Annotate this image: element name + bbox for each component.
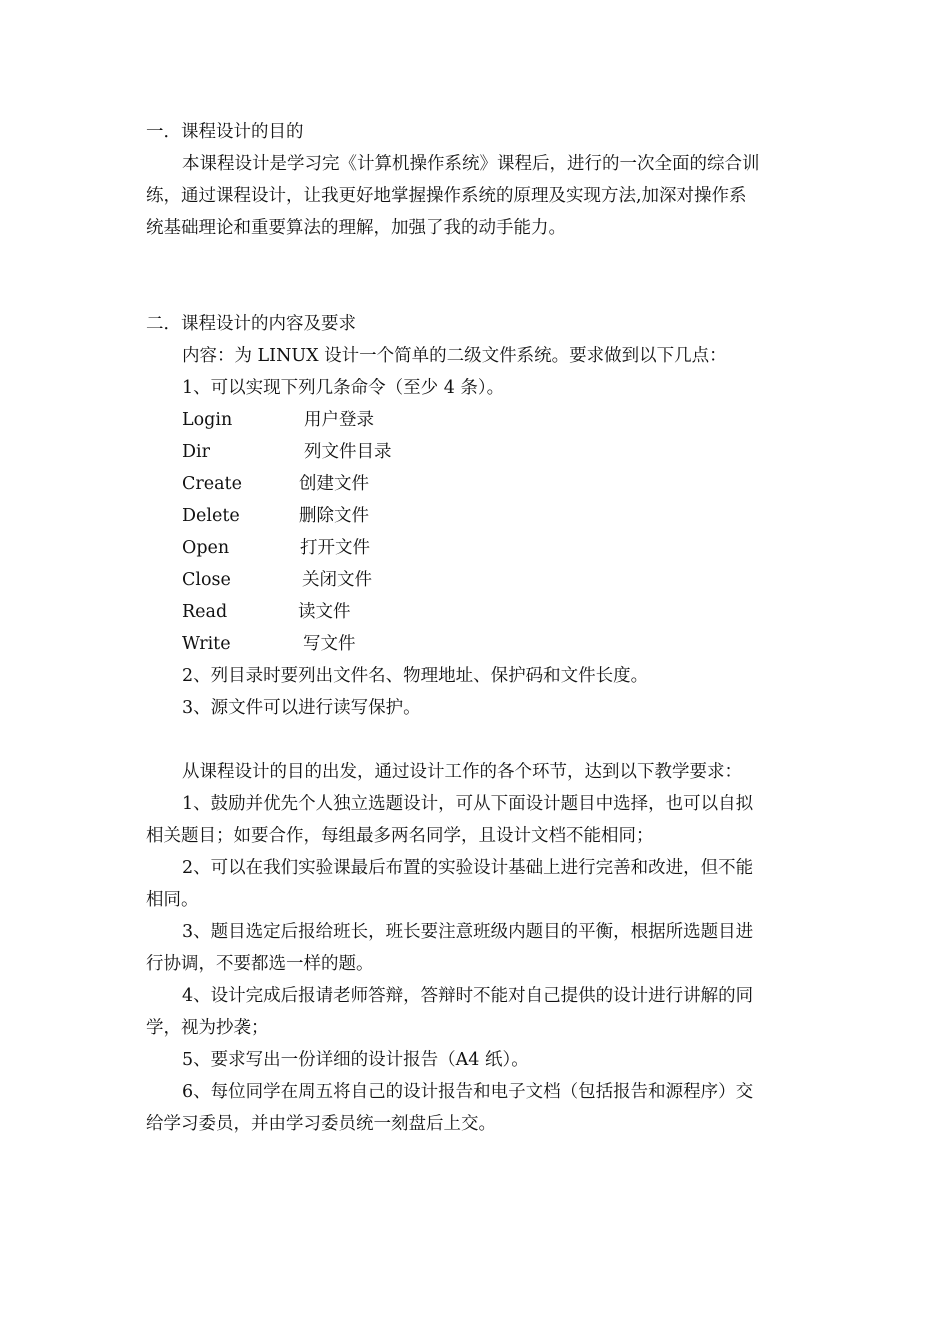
requirement-3: 3、源文件可以进行读写保护。	[182, 698, 421, 718]
command-name: Delete	[182, 506, 240, 526]
teaching-item-line: 相同。	[146, 890, 199, 910]
teaching-item-line: 学，视为抄袭；	[146, 1018, 269, 1038]
command-name: Write	[182, 634, 231, 654]
command-name: Read	[182, 602, 228, 622]
command-desc: 读文件	[298, 602, 351, 622]
command-desc: 写文件	[303, 634, 356, 654]
section2-heading: 二．课程设计的内容及要求	[146, 314, 356, 334]
command-desc: 创建文件	[299, 474, 369, 494]
section1-para-line: 统基础理论和重要算法的理解，加强了我的动手能力。	[146, 218, 566, 238]
teaching-intro: 从课程设计的目的出发，通过设计工作的各个环节，达到以下教学要求：	[182, 762, 742, 782]
command-desc: 删除文件	[299, 506, 369, 526]
teaching-item-line: 4、设计完成后报请老师答辩，答辩时不能对自己提供的设计进行讲解的同	[182, 986, 754, 1006]
teaching-item-line: 1、鼓励并优先个人独立选题设计，可从下面设计题目中选择，也可以自拟	[182, 794, 754, 814]
command-desc: 列文件目录	[304, 442, 392, 462]
teaching-item-line: 行协调，不要都选一样的题。	[146, 954, 374, 974]
section1-para-line: 本课程设计是学习完《计算机操作系统》课程后，进行的一次全面的综合训	[182, 154, 760, 174]
command-desc: 打开文件	[300, 538, 370, 558]
teaching-item-line: 给学习委员，并由学习委员统一刻盘后上交。	[146, 1114, 496, 1134]
section1-para-line: 练，通过课程设计，让我更好地掌握操作系统的原理及实现方法,加深对操作系	[146, 186, 747, 206]
teaching-item-line: 5、要求写出一份详细的设计报告（A4 纸）。	[182, 1050, 529, 1070]
content-line: 内容：为 LINUX 设计一个简单的二级文件系统。要求做到以下几点：	[182, 346, 727, 366]
command-name: Create	[182, 474, 242, 494]
command-name: Open	[182, 538, 230, 558]
command-name: Login	[182, 410, 233, 430]
teaching-item-line: 2、可以在我们实验课最后布置的实验设计基础上进行完善和改进，但不能	[182, 858, 754, 878]
teaching-item-line: 3、题目选定后报给班长，班长要注意班级内题目的平衡，根据所选题目进	[182, 922, 754, 942]
command-desc: 用户登录	[304, 410, 374, 430]
command-desc: 关闭文件	[302, 570, 372, 590]
teaching-item-line: 相关题目；如要合作，每组最多两名同学，且设计文档不能相同；	[146, 826, 654, 846]
requirement-2: 2、列目录时要列出文件名、物理地址、保护码和文件长度。	[182, 666, 649, 686]
requirement-1: 1、可以实现下列几条命令（至少 4 条）。	[182, 378, 505, 398]
command-name: Dir	[182, 442, 210, 462]
teaching-item-line: 6、每位同学在周五将自己的设计报告和电子文档（包括报告和源程序）交	[182, 1082, 754, 1102]
command-name: Close	[182, 570, 231, 590]
section1-heading: 一．课程设计的目的	[146, 122, 304, 142]
